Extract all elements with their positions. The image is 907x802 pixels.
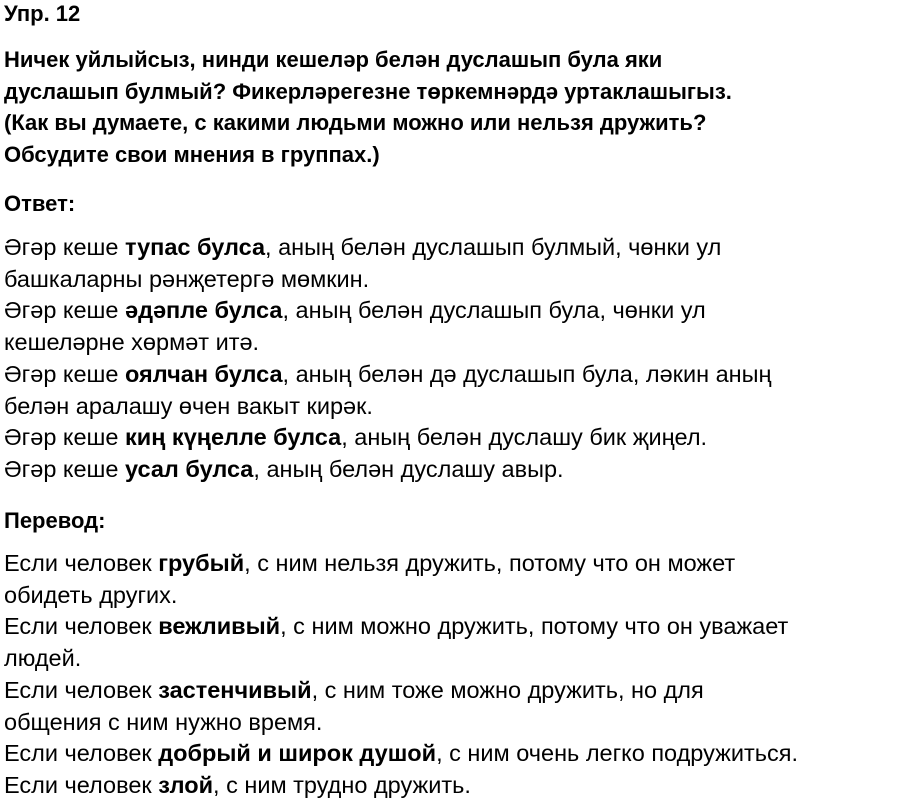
answer-line: Әгәр кеше оялчан булса, аның белән дә дуслашып була, ләкин аның — [4, 360, 772, 387]
translation-text — [4, 548, 907, 802]
answer-line: кешеләрне хөрмәт итә. — [4, 329, 260, 356]
answer-text — [4, 232, 907, 486]
task-line: (Как вы думаете, с какими людьми можно или нельзя дружить? — [4, 110, 707, 135]
translation-line: Если человек вежливый, с ним можно дружить, потому что он уважает — [4, 613, 789, 640]
translation-line: Если человек грубый, с ним нельзя дружить, потому что он может — [4, 550, 736, 576]
translation-line: общения с ним нужно время. — [4, 708, 323, 735]
answer-line: Әгәр кеше әдәпле булса, аның белән дуслашып була, чөнки ул — [4, 297, 706, 324]
task-line: дуслашып булмый? Фикерләрегезне төркемнәрдә уртаклашыгыз. — [4, 78, 732, 104]
translation-line: Если человек застенчивый, с ним тоже можно дружить, но для — [4, 676, 704, 703]
translation-line: обидеть других. — [4, 581, 178, 608]
answer-line: Әгәр кеше киң күңелле булса, аның белән дуслашу бик җиңел. — [4, 424, 708, 451]
translation-line: людей. — [4, 645, 82, 672]
task-line: Обсудите свои мнения в группах.) — [4, 141, 380, 167]
exercise-number: Упр. 12 — [4, 1, 81, 26]
answer-label: Ответ: — [4, 191, 76, 216]
answer-line: Әгәр кеше тупас булса, аның белән дуслашып булмый, чөнки ул — [4, 234, 722, 260]
task-line: Ничек уйлыйсыз, нинди кешеләр белән дуслашып була яки — [4, 47, 663, 72]
answer-line: белән аралашу өчен вакыт кирәк. — [4, 392, 373, 419]
answer-line: башкаларны рәнҗетергә мөмкин. — [4, 265, 370, 292]
answer-line: Әгәр кеше усал булса, аның белән дуслашу авыр. — [4, 455, 564, 482]
translation-line: Если человек добрый и широк душой, с ним очень легко подружиться. — [4, 740, 798, 767]
translation-line: Если человек злой, с ним трудно дружить. — [4, 771, 471, 798]
task-text — [4, 44, 904, 170]
translation-label: Перевод: — [4, 508, 106, 533]
